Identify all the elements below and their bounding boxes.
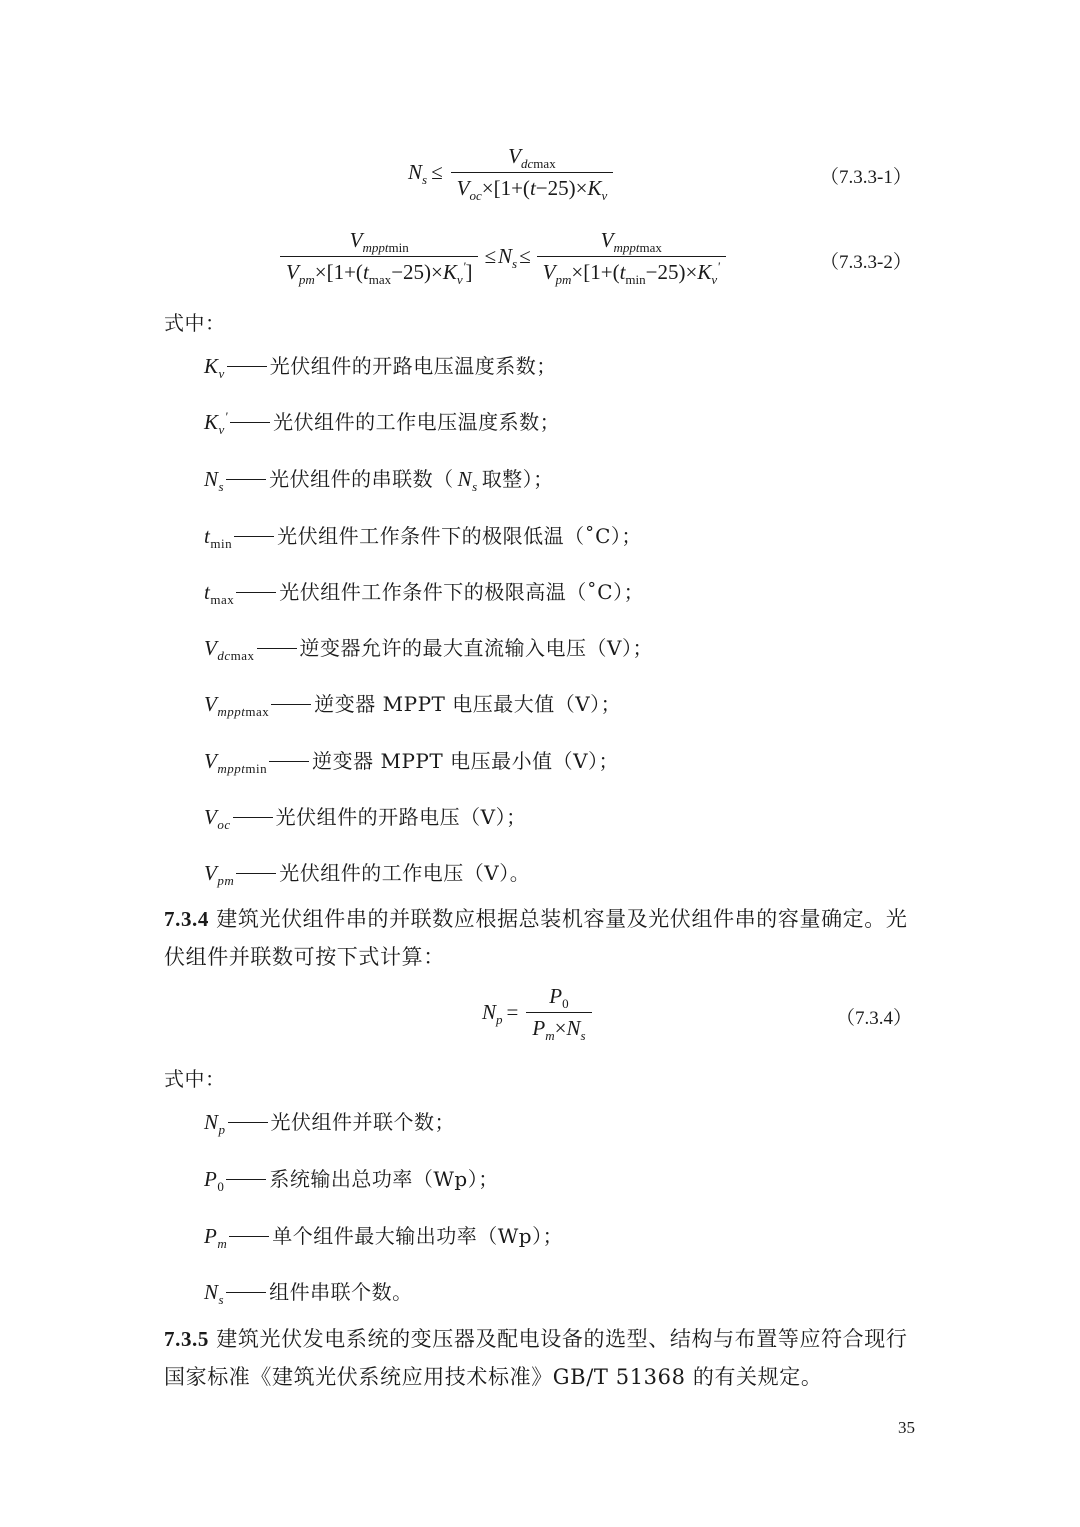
definition-vmpptmin: $V_{mpptmin}$ 逆变器 MPPT 电压最小值（V）； xyxy=(204,749,620,776)
where-label: 式中： xyxy=(164,1067,226,1091)
definition-p0: $P_0$ 系统输出总功率（Wp）； xyxy=(204,1167,499,1194)
definition-tmin: $t_{min}$ 光伏组件工作条件下的极限低温（˚C）； xyxy=(204,524,642,551)
equation-7-3-3-1: $N_s$ ≤ $\frac{V_{dcmax}}{V_{oc}\times[1+(t-25)\times K_v}$ xyxy=(408,144,617,201)
equation-number: （7.3.3-1） xyxy=(820,167,912,188)
definition-ns-2: $N_s$ 组件串联个数。 xyxy=(204,1280,413,1307)
equation-number: （7.3.3-2） xyxy=(820,252,912,273)
definition-vpm: $V_{pm}$ 光伏组件的工作电压（V）。 xyxy=(204,861,531,888)
equation-7-3-3-2: $\frac{V_{mpptmin}}{V_{pm}\times[1+(t_{max}-25)\times K_v']}$ ≤ $N_s$ ≤ $\frac{V_{mpptmax}}{V_{pm}\times[1+(t_{min}-25)\times K_v'}$ xyxy=(276,228,730,285)
definition-vdcmax: $V_{dcmax}$ 逆变器允许的最大直流输入电压（V）； xyxy=(204,636,653,663)
definition-tmax: $t_{max}$ 光伏组件工作条件下的极限高温（˚C）； xyxy=(204,580,645,607)
equation-number: （7.3.4） xyxy=(836,1008,913,1029)
definition-kv-prime: $K_v'$ 光伏组件的工作电压温度系数； xyxy=(204,409,561,437)
equation-7-3-4: $N_p$ = $\frac{P_0}{P_m\times N_s}$ xyxy=(482,984,596,1041)
section-number: 7.3.5 xyxy=(164,1327,209,1351)
page-number: 35 xyxy=(898,1418,915,1437)
definition-pm: $P_m$ 单个组件最大输出功率（Wp）； xyxy=(204,1224,564,1251)
section-number: 7.3.4 xyxy=(164,907,209,931)
section-7-3-5: 7.3.5 建筑光伏发电系统的变压器及配电设备的选型、结构与布置等应符合现行 国家标准《建筑光伏系统应用技术标准》GB/T 51368 的有关规定。 xyxy=(164,1327,908,1389)
definition-vmpptmax: $V_{mpptmax}$ 逆变器 MPPT 电压最大值（V）； xyxy=(204,692,622,719)
where-label: 式中： xyxy=(164,311,226,335)
definition-voc: $V_{oc}$ 光伏组件的开路电压（V）； xyxy=(204,805,527,832)
definition-ns: $N_s$ 光伏组件的串联数（ $N_s$ 取整）； xyxy=(204,467,554,494)
section-7-3-4: 7.3.4 建筑光伏组件串的并联数应根据总装机容量及光伏组件串的容量确定。光 伏组件并联数可按下式计算： xyxy=(164,907,908,969)
definition-np: $N_p$ 光伏组件并联个数； xyxy=(204,1110,456,1137)
definition-kv: $K_v$ 光伏组件的开路电压温度系数； xyxy=(204,354,557,381)
